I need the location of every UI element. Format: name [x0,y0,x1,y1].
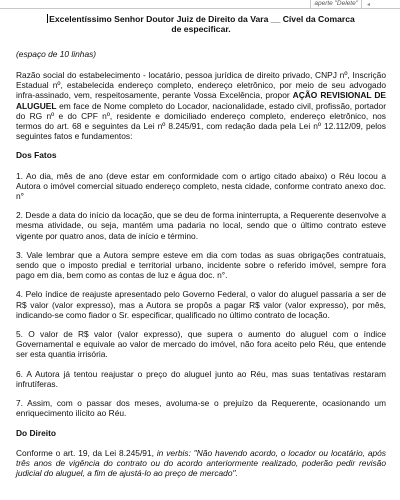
fact-paragraph: 5. O valor de R$ valor (valor expresso), que supera o aumento do aluguel com o índice Governamental e equivale ao valor de mercado do imóvel, não fora aceito pelo Réu, que entende ser esta quantia irrisória. [16,329,386,360]
document-body[interactable] [16,14,386,487]
delete-hint-tooltip: aperte "Delete" [310,0,362,9]
space-note: (espaço de 10 linhas) [16,48,97,59]
section-heading-direito: Do Direito [16,427,57,438]
direito-in-verbis: in verbis [156,447,189,458]
fact-paragraph: 7. Assim, com o passar dos meses, avoluma-se o prejuízo da Requerente, ocasionando um enriquecimento ilícito ao Réu. [16,398,386,419]
direito-paragraph [16,448,386,479]
intro-text-1: Razão social do estabelecimento - locatário, pessoa jurídica de direito privado, CNPJ nº, Inscrição Estadual nº, estabelecida endereço completo, endereço eletrônico, por meio de seu advogado infra-assinado, vem, respeitosamente, perante Vossa Excelência, propor [16,70,386,101]
fact-paragraph: 1. Ao dia, mês de ano (deve estar em conformidade com o artigo citado abaixo) o Réu locou a Autora o imóvel comercial situado endereço completo, nesta cidade, conforme contrato anexo doc. n° [16,170,386,202]
title-line-2: de especificar. [171,24,231,35]
fact-paragraph: 3. Vale lembrar que a Autora sempre esteve em dia com todas as suas obrigações contratuais, sendo que o imposto predial e territorial urbano, incidente sobre o referido imóvel, sempre fora pago em dia, bem como as contas de luz e água doc. n°. [16,249,386,281]
title-line-1: Excelentíssimo Senhor Doutor Juiz de Direito da Vara __ Cível da Comarca [49,14,355,24]
hint-arrow-icon: ◂ [366,2,370,8]
intro-text-2: em face de Nome completo do Locador, nacionalidade, estado civil, profissão, portador do RG nº e do CPF nº, residente e domiciliado endereço completo, endereço eletrônico, nos termos do art. 68 e seguintes da Lei nº 8.245/91, com redação dada pela Lei nº 12.112/09, pelos seguintes fatos e fundamentos: [16,100,386,142]
direito-text-1: Conforme o art. 19, da Lei 8.245/91, [16,447,157,458]
action-title: AÇÃO REVISIONAL DE ALUGUEL [16,90,387,111]
document-title [16,14,386,35]
fact-paragraph: 2. Desde a data do início da locação, que se deu de forma ininterrupta, a Requerente desenvolve a mesma atividade, ou seja, mantém uma padaria no local, sendo que o último contrato esteve vigente por quatro anos, data de início e término. [16,210,386,241]
fact-paragraph: 6. A Autora já tentou reajustar o preço do aluguel junto ao Réu, mas suas tentativas restaram infrutíferas. [16,368,386,389]
fact-paragraph: 4. Pelo índice de reajuste apresentado pelo Governo Federal, o valor do aluguel passaria a ser de R$ valor (valor expresso), mas a Autora se propôs a pagar R$ valor (valor expresso), por mês, indicando-se como fiador o Sr. especificar, qualificado no último contrato de locação. [16,289,386,320]
section-heading-fatos: Dos Fatos [16,150,57,161]
intro-paragraph [16,70,386,141]
text-cursor [47,14,48,23]
direito-quote: : "Não havendo acordo, o locador ou locatário, após três anos de vigência do contrato ou do acordo anteriormente realizado, poderão pedir revisão judicial do aluguel, a fim de ajustá-lo ao preço de mercado". [16,447,386,479]
